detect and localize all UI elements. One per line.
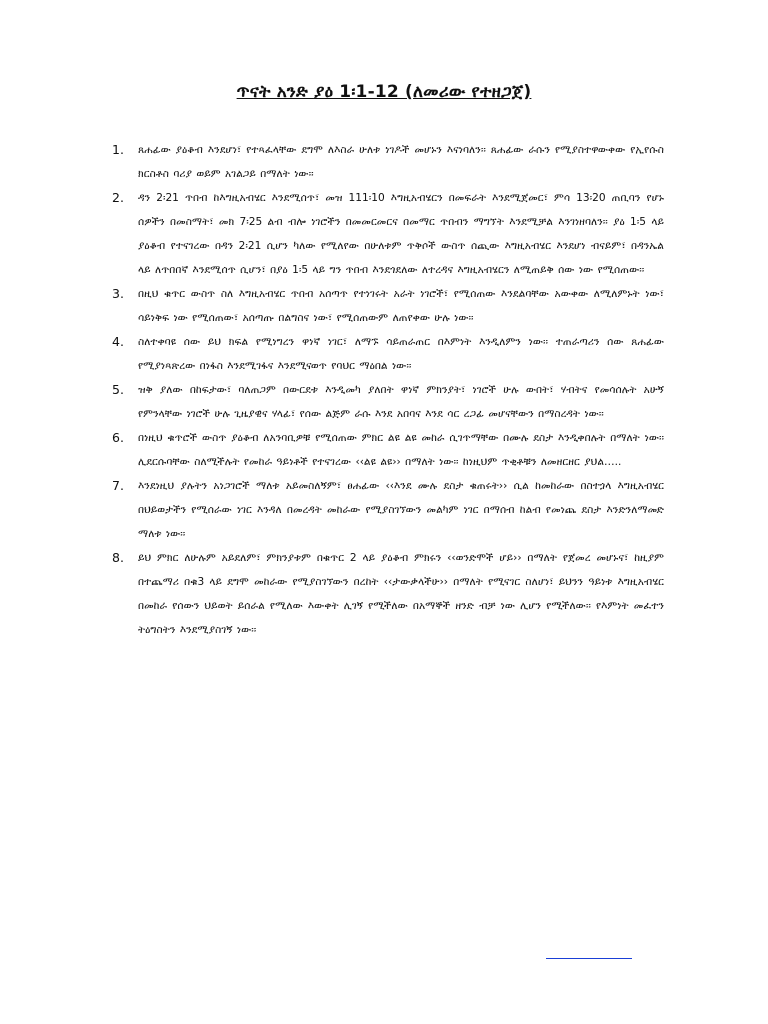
list-item — [112, 546, 664, 642]
page-title: ጥናት አንድ ያዕ 1፡1-12 (ለመሪው የተዘጋጀ) — [236, 82, 532, 102]
answer-list — [112, 138, 664, 642]
item-text: ዝቅ ያለው በከፍታው፣ ባለጠጋም በውርደቱ እንዲመካ ያለበት ዋነኛ ምክንያት፣ ነገሮች ሁሉ ውበት፣ ሃብትና የመሳሰሉት አሁኝ የምንላቸው ነገሮች ሁሉ ጊዜያዊና ሃላፊ፣ የሰው ልጅም ራሱ እንደ አበባና እንደ ሳር ረጋፊ መሆናቸውን በማስረዳት ነው፡፡ — [138, 384, 664, 420]
item-number: 5. — [112, 382, 124, 397]
item-text: ስለተቀባዩ ሰው ይህ ክፍል የሚነግረን ዋነኛ ነገር፣ ለማኙ ሳይጠራጠር በእምነት እንዲለምን ነው፡፡ ተጠራጣሪን ሰው ጸሐፊው የሚያነጻጽረው በነፋስ እንደሚገፋና እንደሚናወጥ የባህር ማዕበል ነው፡፡ — [138, 336, 664, 372]
list-item — [112, 426, 664, 474]
footer-link-underline[interactable] — [546, 958, 632, 959]
item-number: 8. — [112, 550, 124, 565]
list-item — [112, 474, 664, 546]
item-text: ዳን 2፡21 ጥበብ ከእግዚአብሄር እንደሚሰጥ፣ መዝ 111፡10 እግዚአብሄርን በመፍራት እንደሚጀመር፣ ምሳ 13፡20 ጠቢባን የሆኑ ሰዎችን በመስማት፣ መክ 7፡25 ልብ ብሎ ነገሮችን በመመርመርና በመማር ጥበብን ማግኘት እንደሚቻል እንገነዘባለን፡፡ ያዕ 1፡5 ላይ ያዕቆብ የተናገረው በዳን 2፡21 ሲሆን ካለው የሚለየው በሁለቱም ጥቅሶች ውስጥ ሰጪው እግዚአብሄር እንደሆነ ብናይም፣ በዳንኤል ላይ ለጥበበኛ እንደሚሰጥ ሲሆን፣ በያዕ 1፡5 ላይ ግን ጥበብ እንደጎደለው ለተረዳና እግዚአብሄርን ለሚጠይቅ ሰው ነው የሚሰጠው፡፡ — [138, 192, 664, 276]
item-text: እንደነዚህ ያሉትን አነጋገሮች ማለቱ አይመስለኝም፣ ፀሐፊው ‹‹እንደ ሙሉ ደስታ ቁጠሩት›› ሲል ከመከራው በስተጏላ እግዚአብሄር በህይወታችን የሚሰራው ነገር እንዳለ በመረዳት መከራው የሚያስገኘውን መልካም ነገር በማሰብ ከልብ የመነጨ ደስታ እንድንለማመድ ማለቱ ነው፡፡ — [138, 480, 664, 540]
list-item — [112, 330, 664, 378]
item-text: በዚህ ቁጥር ውስጥ ስለ እግዚአብሄር ጥበብ አሰጣጥ የተነገሩት አራት ነገሮች፣ የሚሰጠው እንደልባቸው አውቀው ለሚለምኑት ነው፣ ሳይነቅፍ ነው የሚሰጠው፣ አሰጣጡ በልግስና ነው፣ የሚሰጠውም ለጠየቀው ሁሉ ነው፡፡ — [138, 288, 664, 324]
item-text: በነዚህ ቁጥሮች ውስጥ ያዕቆብ ለአንባቢዎቹ የሚሰጠው ምክር ልዩ ልዩ መከራ ሲገጥማቸው በሙሉ ደስታ እንዲቀበሉት በማለት ነው፡፡ ሊደርሱባቸው ስለሚችሉት የመከራ ዓይነቶች የተናገረው ‹‹ልዩ ልዩ›› በማለት ነው፡፡ ከነዚህም ጥቂቶቹን ለመዘርዘር ያህል….. — [138, 432, 664, 468]
list-item — [112, 282, 664, 330]
item-number: 6. — [112, 430, 124, 445]
item-number: 4. — [112, 334, 124, 349]
item-number: 3. — [112, 286, 124, 301]
item-number: 1. — [112, 142, 124, 157]
list-item — [112, 378, 664, 426]
list-item — [112, 138, 664, 186]
item-text: ጸሐፊው ያዕቆብ እንደሆነ፣ የተጻፈላቸው ደግሞ ለእስራ ሁለቱ ነገዶች መሆኑን እናነባለን፡፡ ጸሐፊው ራሱን የሚያስተዋውቀው የኢየሱስ ክርስቶስ ባሪያ ወይም አገልጋይ በማለት ነው፡፡ — [138, 144, 664, 180]
list-item — [112, 186, 664, 282]
item-number: 7. — [112, 478, 124, 493]
item-text: ይህ ምክር ለሁሉም አይደለም፣ ምክንያቱም በቁጥር 2 ላይ ያዕቆብ ምክሩን ‹‹ወንድሞች ሆይ›› በማለት የጀመረ መሆኑና፣ ከዚያም በተጨማሪ በቁ3 ላይ ደግሞ መከራው የሚያስገኘውን በረከት ‹‹ታውቃላችሁ›› በማለት የሚናገር ስለሆነ፣ ይህንን ዓይነቱ እግዚአብሄር በመከራ የሰውን ህይወት ይሰራል የሚለው እውቀት ሊገኝ የሚችለው በአማኞች ዘንድ ብቻ ነው ሊሆን የሚችለው፡፡ የእምነት መፈተን ትዕግስትን እንደሚያስገኝ ነው፡፡ — [138, 552, 664, 636]
item-number: 2. — [112, 190, 124, 205]
